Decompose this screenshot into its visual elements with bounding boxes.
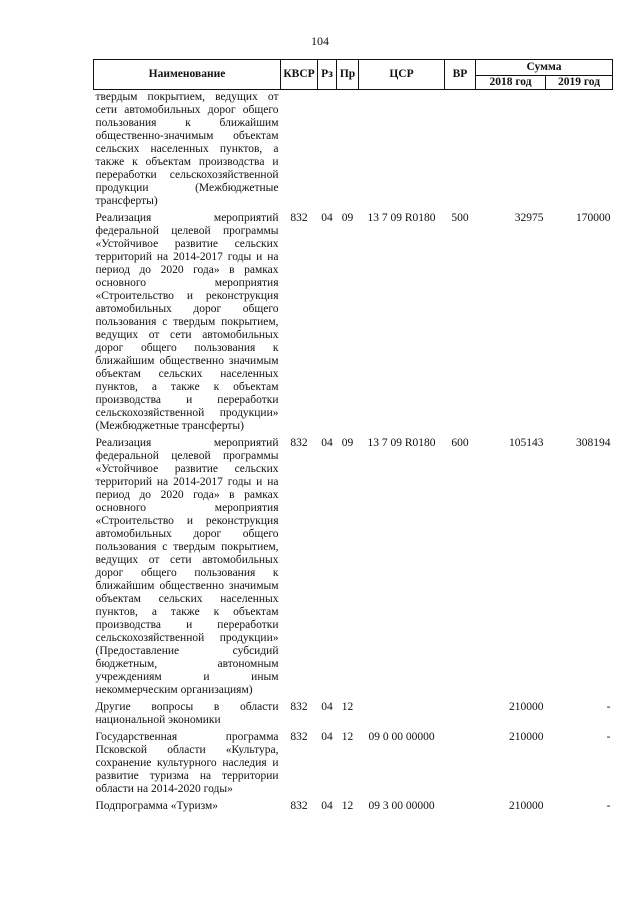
row-vr: 600 [451,437,469,449]
row-rz: 04 [321,731,333,743]
row-amount-2019: - [606,701,611,713]
header-name: Наименование [94,60,281,90]
row-name: Государственная программа Псковской области «Культура, сохранение культурного наследия и развитие туризма на территории области на 2014-2020 годы» [95,731,279,795]
row-kvsr [281,90,318,209]
row-rz: 04 [321,701,333,713]
row-vr [445,796,476,813]
row-kvsr: 832 [290,701,308,713]
row-vr [445,697,476,727]
row-amount-2019: - [606,800,611,812]
row-pr [337,90,359,209]
row-name: Другие вопросы в области национальной экономики [95,701,279,726]
header-kvsr: КВСР [281,60,318,90]
row-pr: 09 [341,437,354,449]
row-vr: 500 [451,212,469,224]
row-amount-2018: 210000 [509,800,544,812]
row-rz: 04 [321,800,333,812]
row-kvsr: 832 [290,212,308,224]
row-name: Подпрограмма «Туризм» [95,800,219,812]
row-kvsr: 832 [290,437,308,449]
row-csr [359,697,445,727]
row-rz: 04 [321,212,333,224]
header-sum: Сумма [476,60,613,76]
header-rz: Рз [318,60,337,90]
table-row [94,796,613,813]
row-csr [359,90,445,209]
row-vr [445,90,476,209]
row-amount-2018: 210000 [509,701,544,713]
row-name: Реализация мероприятий федеральной целевой программы «Устойчивое развитие сельских территорий на 2014-2017 годы и на период до 2020 года» в рамках основного мероприятия «Строительство и реконструкция автомобильных дорог общего пользования с твердым покрытием, ведущих от сети автомобильных дорог общего пользования к ближайшим общественно значимым объектам сельских населенных пунктов, а также к объектам производства и переработки сельскохозяйственной продукции» (Предоставление субсидий бюджетным, автономным учреждениям и иным некоммерческим организациям) [95,437,279,696]
budget-table [93,59,613,813]
row-name: Реализация мероприятий федеральной целевой программы «Устойчивое развитие сельских территорий на 2014-2017 годы и на период до 2020 года» в рамках основного мероприятия «Строительство и реконструкция автомобильных дорог общего пользования с твердым покрытием, ведущих от сети автомобильных дорог общего пользования к ближайшим общественно значимым объектам сельских населенных пунктов, а также к объектам производства и переработки сельскохозяйственной продукции» (Межбюджетные трансферты) [95,212,279,432]
row-name: твердым покрытием, ведущих от сети автомобильных дорог общего пользования к ближайшим общественно-значимым объектам сельских населенных пунктов, а также к объектам производства и переработки сельскохозяйственной продукции (Межбюджетные трансферты) [95,91,279,207]
row-kvsr: 832 [290,731,308,743]
header-year-2019: 2019 год [546,76,613,90]
row-amount-2019: - [606,731,611,743]
row-csr: 13 7 09 R0180 [367,212,436,224]
row-pr: 12 [341,731,354,743]
row-amount-2019: 170000 [576,212,611,224]
table-row [94,433,613,697]
row-amount-2019 [546,90,613,209]
header-csr: ЦСР [359,60,445,90]
table-row [94,697,613,727]
row-amount-2018: 32975 [514,212,544,224]
row-amount-2019: 308194 [576,437,611,449]
row-vr [445,727,476,796]
row-csr: 13 7 09 R0180 [367,437,436,449]
row-rz: 04 [321,437,333,449]
row-pr: 12 [341,800,354,812]
table-row [94,727,613,796]
header-vr: ВР [445,60,476,90]
table-row [94,90,613,209]
row-csr: 09 0 00 00000 [368,731,435,743]
table-row [94,208,613,433]
row-kvsr: 832 [290,800,308,812]
row-pr: 09 [341,212,354,224]
row-amount-2018 [476,90,546,209]
header-year-2018: 2018 год [476,76,546,90]
header-pr: Пр [337,60,359,90]
row-csr: 09 3 00 00000 [368,800,435,812]
row-amount-2018: 210000 [509,731,544,743]
row-rz [318,90,337,209]
row-amount-2018: 105143 [509,437,544,449]
page-number: 104 [311,34,329,48]
row-pr: 12 [341,701,354,713]
